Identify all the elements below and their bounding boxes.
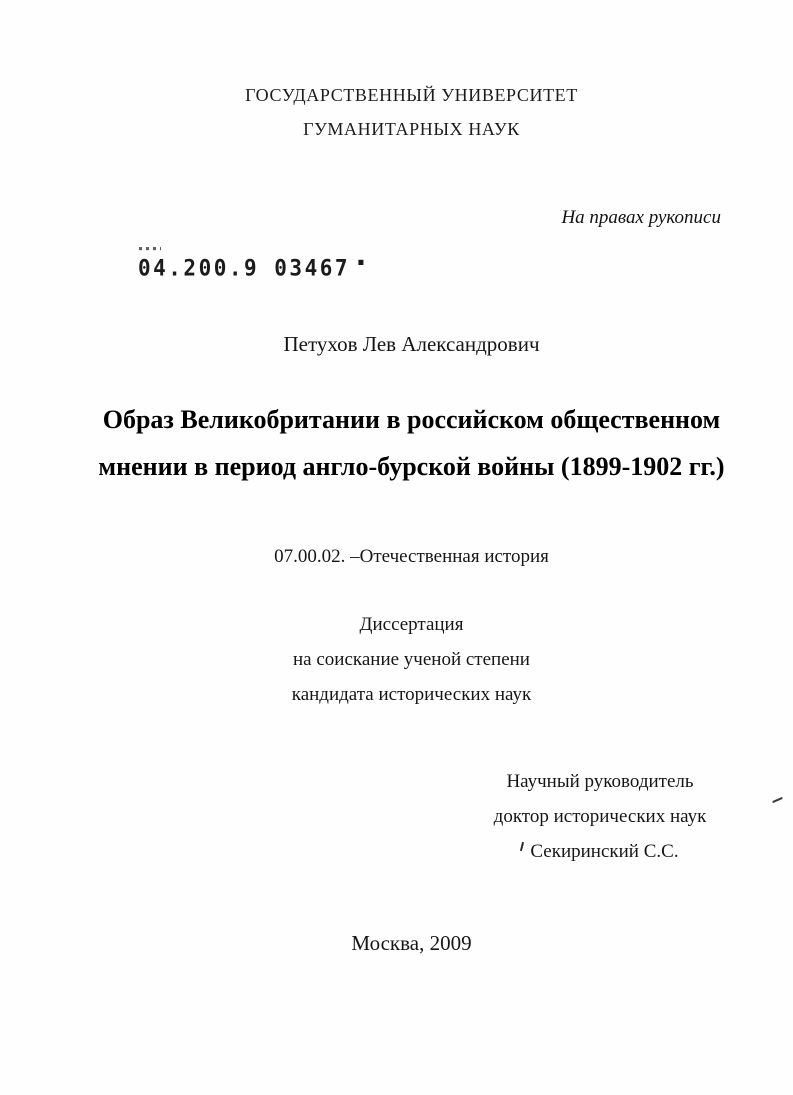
manuscript-rights-note: На правах рукописи — [561, 207, 721, 228]
degree-statement-line3: кандидата исторических наук — [291, 684, 532, 705]
supervisor-role: Научный руководитель — [506, 771, 694, 792]
title-line2: мнении в период англо-бурской войны (1899-1902 гг.) — [98, 452, 725, 481]
supervisor-name-line — [440, 834, 760, 869]
title-line1: Образ Великобритании в российском общественном — [102, 405, 721, 434]
university-name-line2: ГУМАНИТАРНЫХ НАУК — [303, 119, 520, 139]
supervisor-block — [440, 764, 760, 869]
library-accession-stamp — [138, 254, 365, 280]
university-header — [30, 78, 793, 146]
stamp-smudge-mark — [139, 247, 161, 250]
degree-statement — [30, 607, 793, 712]
city-year: Москва, 2009 — [351, 931, 472, 955]
dissertation-title — [30, 396, 793, 490]
supervisor-name: Секиринский С.С. — [530, 841, 679, 862]
stamp-end-mark: ▪ — [357, 254, 365, 271]
stamp-number: 04.200.9 03467 — [138, 255, 351, 281]
university-name-line1: ГОСУДАРСТВЕННЫЙ УНИВЕРСИТЕТ — [245, 85, 578, 105]
specialty-code: 07.00.02. –Отечественная история — [274, 546, 549, 567]
scan-stray-mark — [772, 797, 783, 803]
scan-tick-artifact — [520, 842, 524, 851]
degree-statement-line1: Диссертация — [359, 614, 464, 635]
degree-statement-line2: на соискание ученой степени — [293, 649, 530, 670]
author-name: Петухов Лев Александрович — [283, 332, 540, 356]
supervisor-degree: доктор исторических наук — [493, 806, 707, 827]
